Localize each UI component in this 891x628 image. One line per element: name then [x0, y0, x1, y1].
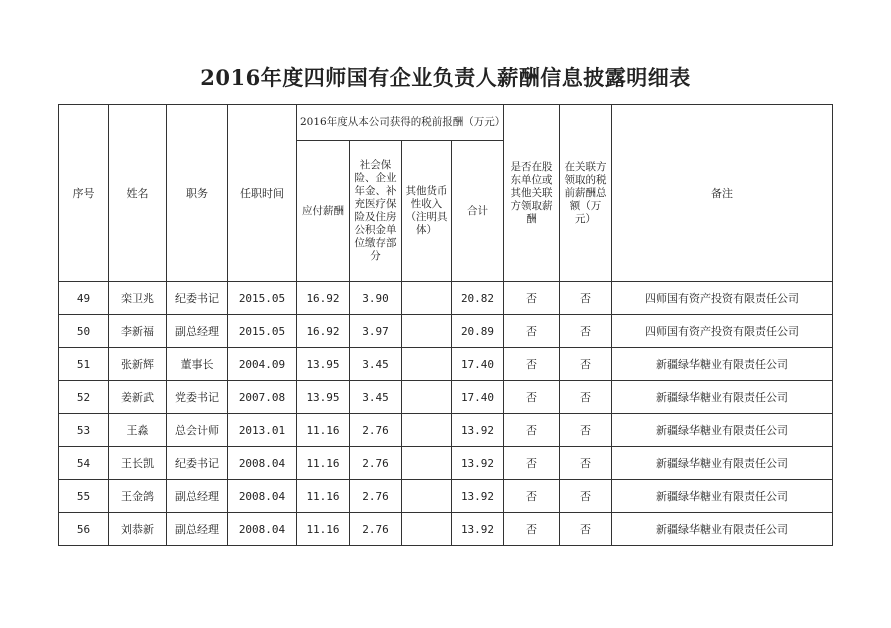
cell-other-income	[402, 414, 452, 447]
header-seq: 序号	[59, 105, 109, 282]
table-row	[59, 315, 833, 348]
cell-tenure: 2007.08	[228, 381, 297, 414]
cell-social: 3.97	[350, 315, 402, 348]
cell-other-income	[402, 381, 452, 414]
header-name: 姓名	[109, 105, 167, 282]
cell-salary: 11.16	[297, 513, 350, 546]
cell-related-amount: 否	[560, 348, 612, 381]
header-pretax-group: 2016年度从本公司获得的税前报酬（万元）	[297, 105, 504, 141]
cell-related-pay: 否	[504, 381, 560, 414]
cell-position: 纪委书记	[167, 282, 228, 315]
cell-salary: 11.16	[297, 414, 350, 447]
cell-related-amount: 否	[560, 513, 612, 546]
cell-seq: 54	[59, 447, 109, 480]
cell-other-income	[402, 480, 452, 513]
cell-social: 3.45	[350, 381, 402, 414]
cell-seq: 50	[59, 315, 109, 348]
cell-position: 党委书记	[167, 381, 228, 414]
cell-social: 3.90	[350, 282, 402, 315]
cell-salary: 13.95	[297, 381, 350, 414]
cell-salary: 11.16	[297, 447, 350, 480]
cell-name: 刘恭新	[109, 513, 167, 546]
cell-salary: 13.95	[297, 348, 350, 381]
cell-total: 17.40	[452, 348, 504, 381]
cell-position: 副总经理	[167, 480, 228, 513]
cell-other-income	[402, 282, 452, 315]
cell-note: 新疆绿华糖业有限责任公司	[612, 381, 833, 414]
cell-name: 王长凯	[109, 447, 167, 480]
header-note: 备注	[612, 105, 833, 282]
cell-related-pay: 否	[504, 480, 560, 513]
table-row	[59, 480, 833, 513]
cell-tenure: 2008.04	[228, 447, 297, 480]
header-salary: 应付薪酬	[297, 141, 350, 282]
table-row	[59, 447, 833, 480]
cell-seq: 53	[59, 414, 109, 447]
cell-salary: 11.16	[297, 480, 350, 513]
cell-salary: 16.92	[297, 315, 350, 348]
cell-name: 栾卫兆	[109, 282, 167, 315]
cell-note: 新疆绿华糖业有限责任公司	[612, 480, 833, 513]
cell-related-amount: 否	[560, 414, 612, 447]
cell-related-amount: 否	[560, 282, 612, 315]
cell-name: 张新辉	[109, 348, 167, 381]
cell-social: 2.76	[350, 414, 402, 447]
cell-related-amount: 否	[560, 315, 612, 348]
cell-total: 13.92	[452, 414, 504, 447]
cell-note: 四师国有资产投资有限责任公司	[612, 282, 833, 315]
cell-seq: 51	[59, 348, 109, 381]
cell-position: 副总经理	[167, 315, 228, 348]
cell-related-pay: 否	[504, 282, 560, 315]
cell-position: 总会计师	[167, 414, 228, 447]
cell-social: 2.76	[350, 447, 402, 480]
header-other-income: 其他货币性收入（注明具体）	[402, 141, 452, 282]
cell-related-pay: 否	[504, 414, 560, 447]
header-related-pay: 是否在股东单位或其他关联方领取薪酬	[504, 105, 560, 282]
cell-tenure: 2013.01	[228, 414, 297, 447]
cell-note: 新疆绿华糖业有限责任公司	[612, 348, 833, 381]
cell-note: 四师国有资产投资有限责任公司	[612, 315, 833, 348]
table-row	[59, 282, 833, 315]
cell-name: 李新福	[109, 315, 167, 348]
cell-name: 王淼	[109, 414, 167, 447]
cell-other-income	[402, 513, 452, 546]
header-social: 社会保险、企业年金、补充医疗保险及住房公积金单位缴存部分	[350, 141, 402, 282]
cell-related-pay: 否	[504, 348, 560, 381]
cell-seq: 55	[59, 480, 109, 513]
cell-position: 纪委书记	[167, 447, 228, 480]
cell-other-income	[402, 315, 452, 348]
cell-tenure: 2008.04	[228, 513, 297, 546]
cell-name: 王金鸽	[109, 480, 167, 513]
cell-total: 13.92	[452, 480, 504, 513]
table-row	[59, 348, 833, 381]
table-row	[59, 513, 833, 546]
cell-total: 20.89	[452, 315, 504, 348]
cell-total: 13.92	[452, 513, 504, 546]
cell-social: 3.45	[350, 348, 402, 381]
cell-other-income	[402, 447, 452, 480]
cell-total: 20.82	[452, 282, 504, 315]
cell-salary: 16.92	[297, 282, 350, 315]
cell-tenure: 2008.04	[228, 480, 297, 513]
cell-tenure: 2015.05	[228, 282, 297, 315]
table-row	[59, 414, 833, 447]
header-position: 职务	[167, 105, 228, 282]
cell-social: 2.76	[350, 513, 402, 546]
document-title: 2016年度四师国有企业负责人薪酬信息披露明细表	[200, 65, 691, 90]
cell-seq: 56	[59, 513, 109, 546]
table-row	[59, 381, 833, 414]
salary-table	[58, 104, 833, 546]
header-tenure: 任职时间	[228, 105, 297, 282]
cell-note: 新疆绿华糖业有限责任公司	[612, 513, 833, 546]
cell-note: 新疆绿华糖业有限责任公司	[612, 414, 833, 447]
cell-note: 新疆绿华糖业有限责任公司	[612, 447, 833, 480]
cell-social: 2.76	[350, 480, 402, 513]
cell-tenure: 2004.09	[228, 348, 297, 381]
cell-tenure: 2015.05	[228, 315, 297, 348]
cell-seq: 52	[59, 381, 109, 414]
cell-related-amount: 否	[560, 447, 612, 480]
cell-other-income	[402, 348, 452, 381]
cell-position: 副总经理	[167, 513, 228, 546]
cell-total: 13.92	[452, 447, 504, 480]
cell-position: 董事长	[167, 348, 228, 381]
header-related-amount: 在关联方领取的税前薪酬总额（万元）	[560, 105, 612, 282]
cell-related-amount: 否	[560, 480, 612, 513]
cell-name: 姜新武	[109, 381, 167, 414]
cell-total: 17.40	[452, 381, 504, 414]
header-total: 合计	[452, 141, 504, 282]
cell-related-amount: 否	[560, 381, 612, 414]
cell-seq: 49	[59, 282, 109, 315]
cell-related-pay: 否	[504, 315, 560, 348]
cell-related-pay: 否	[504, 447, 560, 480]
cell-related-pay: 否	[504, 513, 560, 546]
